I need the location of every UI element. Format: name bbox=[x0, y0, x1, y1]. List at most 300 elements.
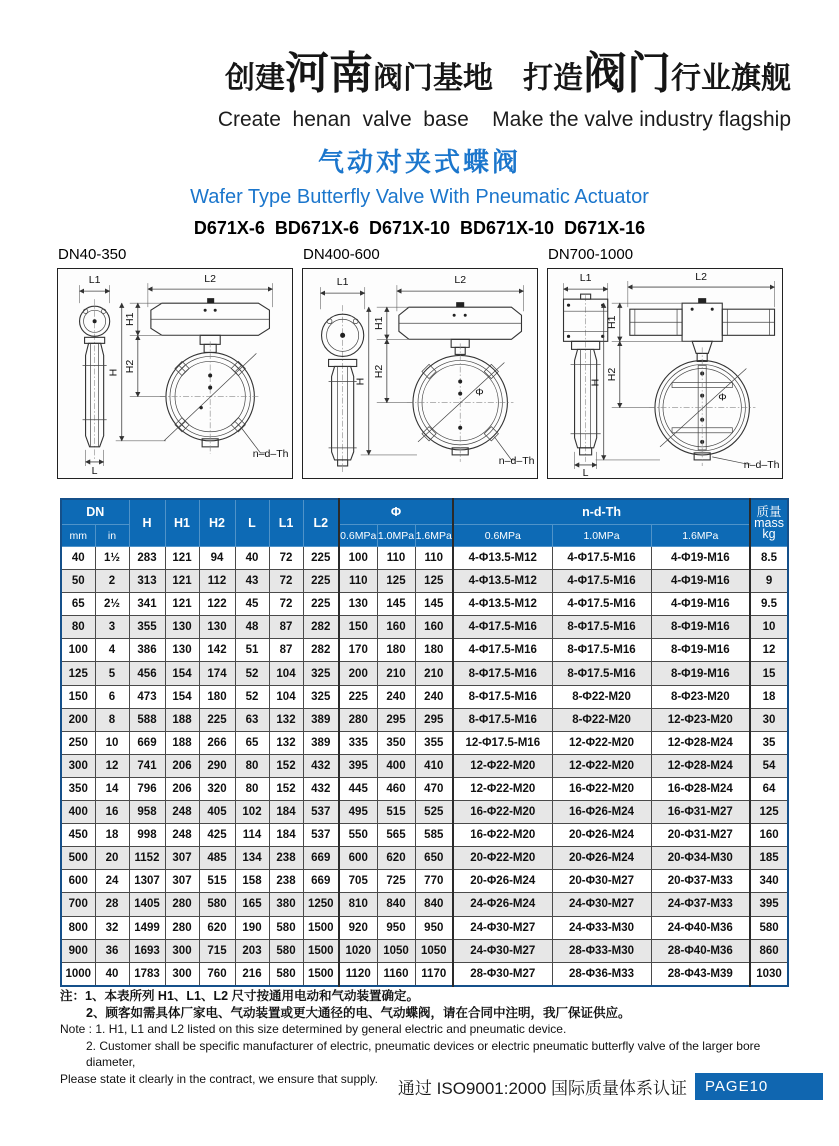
table-cell: 216 bbox=[235, 962, 269, 986]
footer bbox=[398, 1073, 823, 1100]
table-cell: 104 bbox=[269, 662, 303, 685]
table-cell: 405 bbox=[199, 801, 235, 824]
table-cell: 1160 bbox=[377, 962, 415, 986]
dim-label-ndth: n–d–Th bbox=[252, 447, 289, 460]
table-cell: 35 bbox=[750, 731, 788, 754]
table-cell: 920 bbox=[339, 916, 377, 939]
table-cell: 190 bbox=[235, 916, 269, 939]
table-cell: 110 bbox=[377, 547, 415, 570]
table-cell: 32 bbox=[95, 916, 129, 939]
table-cell: 130 bbox=[165, 639, 199, 662]
table-cell: 72 bbox=[269, 570, 303, 593]
table-cell: 150 bbox=[61, 685, 95, 708]
table-cell: 341 bbox=[129, 593, 165, 616]
table-cell: 9.5 bbox=[750, 593, 788, 616]
table-cell: 188 bbox=[165, 731, 199, 754]
table-cell: 1693 bbox=[129, 939, 165, 962]
table-cell: 280 bbox=[339, 708, 377, 731]
table-cell: 160 bbox=[377, 616, 415, 639]
table-cell: 1000 bbox=[61, 962, 95, 986]
company-banner bbox=[218, 50, 791, 132]
table-cell: 580 bbox=[199, 893, 235, 916]
table-cell: 14 bbox=[95, 777, 129, 800]
table-cell: 238 bbox=[269, 847, 303, 870]
table-cell: 48 bbox=[235, 616, 269, 639]
table-cell: 248 bbox=[165, 824, 199, 847]
table-cell: 1500 bbox=[303, 962, 339, 986]
table-cell: 2½ bbox=[95, 593, 129, 616]
table-cell: 741 bbox=[129, 754, 165, 777]
table-cell: 8-Φ17.5-M16 bbox=[453, 662, 552, 685]
table-cell: 63 bbox=[235, 708, 269, 731]
table-cell: 266 bbox=[199, 731, 235, 754]
valve-drawing-medium bbox=[303, 269, 537, 478]
table-cell: 950 bbox=[415, 916, 453, 939]
figure-drawing bbox=[547, 268, 783, 479]
table-cell: 456 bbox=[129, 662, 165, 685]
banner-seg: 创建 bbox=[225, 62, 285, 95]
table-cell: 16-Φ22-M20 bbox=[453, 801, 552, 824]
drawings-row bbox=[57, 246, 783, 479]
table-cell: 600 bbox=[61, 870, 95, 893]
dim-label-phi: Φ bbox=[475, 386, 484, 399]
mass-unit: kg bbox=[762, 526, 776, 541]
table-cell: 104 bbox=[269, 685, 303, 708]
note-line: 2、顾客如需具体厂家电、气动装置或更大通径的电、气动蝶阀，请在合同中注明，我厂保证供应。 bbox=[86, 1005, 631, 1020]
table-row bbox=[61, 685, 788, 708]
table-cell: 180 bbox=[377, 639, 415, 662]
col-header-ndth-06: 0.6MPa bbox=[453, 525, 552, 547]
col-header-mass bbox=[750, 499, 788, 547]
spec-table bbox=[60, 498, 789, 987]
table-cell: 515 bbox=[199, 870, 235, 893]
table-cell: 225 bbox=[303, 570, 339, 593]
table-cell: 184 bbox=[269, 824, 303, 847]
table-cell: 65 bbox=[61, 593, 95, 616]
dim-label-l1: L1 bbox=[579, 272, 592, 285]
table-cell: 295 bbox=[377, 708, 415, 731]
table-cell: 350 bbox=[61, 777, 95, 800]
table-cell: 20-Φ26-M24 bbox=[552, 824, 651, 847]
figure-dn400-600 bbox=[302, 246, 538, 479]
table-cell: 350 bbox=[377, 731, 415, 754]
col-header-mm: mm bbox=[61, 525, 95, 547]
table-cell: 158 bbox=[235, 870, 269, 893]
table-cell: 94 bbox=[199, 547, 235, 570]
table-cell: 160 bbox=[415, 616, 453, 639]
table-cell: 307 bbox=[165, 870, 199, 893]
dim-label-l2: L2 bbox=[695, 271, 708, 284]
table-cell: 184 bbox=[269, 801, 303, 824]
table-cell: 705 bbox=[339, 870, 377, 893]
table-cell: 15 bbox=[750, 662, 788, 685]
table-cell: 400 bbox=[61, 801, 95, 824]
table-cell: 580 bbox=[269, 939, 303, 962]
table-cell: 313 bbox=[129, 570, 165, 593]
table-cell: 20-Φ26-M24 bbox=[453, 870, 552, 893]
table-cell: 8-Φ17.5-M16 bbox=[552, 662, 651, 685]
table-cell: 386 bbox=[129, 639, 165, 662]
table-cell: 4-Φ13.5-M12 bbox=[453, 547, 552, 570]
table-cell: 203 bbox=[235, 939, 269, 962]
table-cell: 240 bbox=[415, 685, 453, 708]
table-cell: 28 bbox=[95, 893, 129, 916]
table-cell: 20-Φ26-M24 bbox=[552, 847, 651, 870]
table-cell: 80 bbox=[235, 777, 269, 800]
table-cell: 248 bbox=[165, 801, 199, 824]
table-cell: 8-Φ19-M16 bbox=[651, 662, 750, 685]
table-cell: 537 bbox=[303, 801, 339, 824]
note-line: 注：1、本表所列 H1、L1、L2 尺寸按通用电动和气动装置确定。 bbox=[60, 989, 420, 1003]
table-cell: 16-Φ22-M20 bbox=[552, 777, 651, 800]
col-header-h2: H2 bbox=[199, 499, 235, 547]
mass-en: mass bbox=[754, 515, 784, 530]
table-cell: 9 bbox=[750, 570, 788, 593]
table-cell: 16-Φ26-M24 bbox=[552, 801, 651, 824]
table-cell: 400 bbox=[377, 754, 415, 777]
dim-label-ndth: n–d–Th bbox=[743, 458, 780, 471]
table-row bbox=[61, 893, 788, 916]
table-row bbox=[61, 639, 788, 662]
dim-label-l1: L1 bbox=[336, 276, 349, 289]
table-cell: 134 bbox=[235, 847, 269, 870]
note-line: Please state it clearly in the contract, we ensure that supply. bbox=[60, 1071, 378, 1086]
table-cell: 112 bbox=[199, 570, 235, 593]
dim-label-h: H bbox=[107, 368, 120, 377]
table-cell: 770 bbox=[415, 870, 453, 893]
table-cell: 125 bbox=[415, 570, 453, 593]
table-cell: 225 bbox=[339, 685, 377, 708]
table-cell: 796 bbox=[129, 777, 165, 800]
dim-label-h: H bbox=[589, 378, 602, 387]
note-line: 2. Customer shall be specific manufacturer of electric, pneumatic devices or electric pneumatic butterfly valve of the larger bore diameter, bbox=[86, 1038, 761, 1069]
col-header-phi-16: 1.6MPa bbox=[415, 525, 453, 547]
table-cell: 1020 bbox=[339, 939, 377, 962]
dim-label-h1: H1 bbox=[372, 316, 385, 331]
table-cell: 154 bbox=[165, 685, 199, 708]
table-cell: 1170 bbox=[415, 962, 453, 986]
table-cell: 800 bbox=[61, 916, 95, 939]
figure-label: DN400-600 bbox=[303, 246, 380, 263]
table-cell: 24-Φ30-M27 bbox=[453, 916, 552, 939]
table-cell: 16-Φ28-M24 bbox=[651, 777, 750, 800]
table-cell: 8-Φ17.5-M16 bbox=[552, 639, 651, 662]
col-header-phi-10: 1.0MPa bbox=[377, 525, 415, 547]
table-cell: 250 bbox=[61, 731, 95, 754]
table-cell: 395 bbox=[750, 893, 788, 916]
table-row bbox=[61, 962, 788, 986]
table-cell: 8-Φ19-M16 bbox=[651, 616, 750, 639]
col-header-ndth-10: 1.0MPa bbox=[552, 525, 651, 547]
table-cell: 12-Φ23-M20 bbox=[651, 708, 750, 731]
table-cell: 495 bbox=[339, 801, 377, 824]
table-cell: 4-Φ19-M16 bbox=[651, 570, 750, 593]
dim-label-l2: L2 bbox=[204, 273, 217, 286]
table-cell: 10 bbox=[750, 616, 788, 639]
table-cell: 1500 bbox=[303, 916, 339, 939]
table-cell: 395 bbox=[339, 754, 377, 777]
table-cell: 24-Φ40-M36 bbox=[651, 916, 750, 939]
iso-cert-text: 通过 ISO9001:2000 国际质量体系认证 bbox=[397, 1079, 687, 1098]
col-header-l2: L2 bbox=[303, 499, 339, 547]
table-cell: 958 bbox=[129, 801, 165, 824]
col-header-l1: L1 bbox=[269, 499, 303, 547]
table-row bbox=[61, 824, 788, 847]
dim-label-h: H bbox=[354, 377, 367, 386]
table-cell: 432 bbox=[303, 754, 339, 777]
table-cell: 185 bbox=[750, 847, 788, 870]
table-cell: 620 bbox=[199, 916, 235, 939]
valve-drawing-small bbox=[58, 269, 292, 478]
table-cell: 6 bbox=[95, 685, 129, 708]
table-cell: 1499 bbox=[129, 916, 165, 939]
table-cell: 500 bbox=[61, 847, 95, 870]
table-cell: 40 bbox=[235, 547, 269, 570]
table-cell: 28-Φ30-M27 bbox=[453, 962, 552, 986]
table-cell: 525 bbox=[415, 801, 453, 824]
table-cell: 1152 bbox=[129, 847, 165, 870]
table-cell: 340 bbox=[750, 870, 788, 893]
table-cell: 4-Φ17.5-M16 bbox=[453, 639, 552, 662]
table-cell: 28-Φ33-M30 bbox=[552, 939, 651, 962]
note-line: Note : 1. H1, L1 and L2 listed on this size determined by general electric and pneumatic device. bbox=[60, 1022, 567, 1036]
table-cell: 355 bbox=[415, 731, 453, 754]
spec-table-head bbox=[61, 499, 788, 547]
product-title-en: Wafer Type Butterfly Valve With Pneumatic Actuator bbox=[190, 186, 649, 208]
col-header-phi-06: 0.6MPa bbox=[339, 525, 377, 547]
table-cell: 1405 bbox=[129, 893, 165, 916]
table-cell: 160 bbox=[750, 824, 788, 847]
table-cell: 40 bbox=[61, 547, 95, 570]
col-header-h: H bbox=[129, 499, 165, 547]
table-cell: 110 bbox=[339, 570, 377, 593]
product-models: D671X-6 BD671X-6 D671X-10 BD671X-10 D671X-16 bbox=[193, 218, 646, 238]
table-cell: 43 bbox=[235, 570, 269, 593]
table-cell: 335 bbox=[339, 731, 377, 754]
table-cell: 130 bbox=[165, 616, 199, 639]
table-cell: 200 bbox=[339, 662, 377, 685]
table-cell: 12 bbox=[750, 639, 788, 662]
table-cell: 87 bbox=[269, 616, 303, 639]
table-cell: 28-Φ43-M39 bbox=[651, 962, 750, 986]
figure-drawing bbox=[57, 268, 293, 479]
product-title-cn: 气动对夹式蝶阀 bbox=[317, 147, 521, 177]
spec-table-body bbox=[61, 547, 788, 986]
table-cell: 121 bbox=[165, 570, 199, 593]
table-row bbox=[61, 847, 788, 870]
table-cell: 145 bbox=[415, 593, 453, 616]
table-cell: 950 bbox=[377, 916, 415, 939]
table-cell: 72 bbox=[269, 593, 303, 616]
table-cell: 152 bbox=[269, 754, 303, 777]
table-cell: 122 bbox=[199, 593, 235, 616]
table-cell: 4-Φ13.5-M12 bbox=[453, 593, 552, 616]
table-cell: 389 bbox=[303, 708, 339, 731]
table-cell: 145 bbox=[377, 593, 415, 616]
table-cell: 51 bbox=[235, 639, 269, 662]
table-cell: 20-Φ34-M30 bbox=[651, 847, 750, 870]
col-header-l: L bbox=[235, 499, 269, 547]
table-cell: 40 bbox=[95, 962, 129, 986]
table-cell: 860 bbox=[750, 939, 788, 962]
table-cell: 20 bbox=[95, 847, 129, 870]
table-cell: 4 bbox=[95, 639, 129, 662]
table-cell: 537 bbox=[303, 824, 339, 847]
table-cell: 8-Φ17.5-M16 bbox=[453, 708, 552, 731]
table-cell: 30 bbox=[750, 708, 788, 731]
table-cell: 12-Φ17.5-M16 bbox=[453, 731, 552, 754]
table-cell: 4-Φ17.5-M16 bbox=[552, 547, 651, 570]
table-cell: 432 bbox=[303, 777, 339, 800]
table-cell: 3 bbox=[95, 616, 129, 639]
table-cell: 36 bbox=[95, 939, 129, 962]
table-cell: 8-Φ23-M20 bbox=[651, 685, 750, 708]
table-cell: 28-Φ36-M33 bbox=[552, 962, 651, 986]
table-cell: 1783 bbox=[129, 962, 165, 986]
table-cell: 152 bbox=[269, 777, 303, 800]
table-cell: 170 bbox=[339, 639, 377, 662]
banner-slogan-en: Create henan valve base Make the valve industry flagship bbox=[217, 108, 791, 131]
col-header-ndth: n-d-Th bbox=[453, 499, 750, 525]
table-cell: 760 bbox=[199, 962, 235, 986]
table-cell: 188 bbox=[165, 708, 199, 731]
dim-label-h2: H2 bbox=[372, 364, 385, 379]
table-cell: 64 bbox=[750, 777, 788, 800]
table-cell: 180 bbox=[415, 639, 453, 662]
table-cell: 669 bbox=[303, 870, 339, 893]
table-cell: 180 bbox=[199, 685, 235, 708]
table-cell: 125 bbox=[377, 570, 415, 593]
table-cell: 8 bbox=[95, 708, 129, 731]
table-cell: 485 bbox=[199, 847, 235, 870]
table-cell: 80 bbox=[61, 616, 95, 639]
table-cell: 1030 bbox=[750, 962, 788, 986]
dim-label-h1: H1 bbox=[123, 312, 136, 326]
table-row bbox=[61, 777, 788, 800]
table-row bbox=[61, 801, 788, 824]
page-number-badge: PAGE10 bbox=[695, 1073, 823, 1100]
dim-label-l2: L2 bbox=[454, 274, 467, 287]
table-cell: 52 bbox=[235, 662, 269, 685]
table-cell: 130 bbox=[339, 593, 377, 616]
table-cell: 290 bbox=[199, 754, 235, 777]
figure-drawing bbox=[302, 268, 538, 479]
table-cell: 585 bbox=[415, 824, 453, 847]
table-cell: 470 bbox=[415, 777, 453, 800]
col-header-dn: DN bbox=[61, 499, 129, 525]
table-cell: 16 bbox=[95, 801, 129, 824]
table-cell: 12-Φ22-M20 bbox=[552, 754, 651, 777]
table-cell: 16-Φ31-M27 bbox=[651, 801, 750, 824]
table-cell: 8-Φ22-M20 bbox=[552, 708, 651, 731]
table-cell: 200 bbox=[61, 708, 95, 731]
figure-dn700-1000 bbox=[547, 246, 783, 479]
table-row bbox=[61, 731, 788, 754]
table-cell: 410 bbox=[415, 754, 453, 777]
table-cell: 150 bbox=[339, 616, 377, 639]
table-cell: 225 bbox=[303, 547, 339, 570]
table-row bbox=[61, 593, 788, 616]
table-cell: 100 bbox=[61, 639, 95, 662]
table-cell: 840 bbox=[415, 893, 453, 916]
table-cell: 8.5 bbox=[750, 547, 788, 570]
table-row bbox=[61, 616, 788, 639]
table-cell: 280 bbox=[165, 916, 199, 939]
col-header-phi: Φ bbox=[339, 499, 453, 525]
banner-seg: 阀门基地 bbox=[373, 62, 493, 95]
table-cell: 1050 bbox=[415, 939, 453, 962]
table-cell: 725 bbox=[377, 870, 415, 893]
col-header-in: in bbox=[95, 525, 129, 547]
table-cell: 460 bbox=[377, 777, 415, 800]
table-cell: 320 bbox=[199, 777, 235, 800]
table-cell: 174 bbox=[199, 662, 235, 685]
table-row bbox=[61, 870, 788, 893]
table-cell: 102 bbox=[235, 801, 269, 824]
table-cell: 210 bbox=[377, 662, 415, 685]
table-cell: 1307 bbox=[129, 870, 165, 893]
table-cell: 565 bbox=[377, 824, 415, 847]
table-cell: 425 bbox=[199, 824, 235, 847]
table-cell: 580 bbox=[269, 916, 303, 939]
table-cell: 600 bbox=[339, 847, 377, 870]
table-cell: 16-Φ22-M20 bbox=[453, 824, 552, 847]
figure-label: DN40-350 bbox=[58, 246, 127, 263]
table-cell: 282 bbox=[303, 639, 339, 662]
table-cell: 650 bbox=[415, 847, 453, 870]
table-cell: 28-Φ40-M36 bbox=[651, 939, 750, 962]
table-cell: 225 bbox=[199, 708, 235, 731]
banner-seg: 河南 bbox=[285, 49, 373, 98]
table-cell: 283 bbox=[129, 547, 165, 570]
table-cell: 450 bbox=[61, 824, 95, 847]
table-cell: 620 bbox=[377, 847, 415, 870]
banner-slogan-cn bbox=[218, 50, 791, 108]
table-cell: 307 bbox=[165, 847, 199, 870]
table-cell: 100 bbox=[339, 547, 377, 570]
table-cell: 900 bbox=[61, 939, 95, 962]
table-cell: 840 bbox=[377, 893, 415, 916]
banner-seg: 阀门 bbox=[583, 49, 671, 98]
table-cell: 380 bbox=[269, 893, 303, 916]
table-cell: 54 bbox=[750, 754, 788, 777]
table-cell: 1½ bbox=[95, 547, 129, 570]
table-cell: 8-Φ17.5-M16 bbox=[453, 685, 552, 708]
table-cell: 12-Φ22-M20 bbox=[453, 777, 552, 800]
valve-drawing-large bbox=[548, 269, 782, 478]
table-cell: 669 bbox=[129, 731, 165, 754]
table-cell: 700 bbox=[61, 893, 95, 916]
dim-label-h1: H1 bbox=[605, 315, 618, 329]
table-cell: 8-Φ17.5-M16 bbox=[552, 616, 651, 639]
table-cell: 12-Φ28-M24 bbox=[651, 731, 750, 754]
table-cell: 238 bbox=[269, 870, 303, 893]
table-cell: 225 bbox=[303, 593, 339, 616]
table-cell: 1050 bbox=[377, 939, 415, 962]
mass-cn: 质量 bbox=[756, 504, 782, 519]
table-cell: 8-Φ22-M20 bbox=[552, 685, 651, 708]
table-cell: 18 bbox=[750, 685, 788, 708]
table-cell: 72 bbox=[269, 547, 303, 570]
table-cell: 52 bbox=[235, 685, 269, 708]
table-cell: 114 bbox=[235, 824, 269, 847]
dim-label-l: L bbox=[91, 464, 98, 477]
table-cell: 1250 bbox=[303, 893, 339, 916]
table-row bbox=[61, 916, 788, 939]
table-cell: 65 bbox=[235, 731, 269, 754]
table-cell: 295 bbox=[415, 708, 453, 731]
table-cell: 515 bbox=[377, 801, 415, 824]
